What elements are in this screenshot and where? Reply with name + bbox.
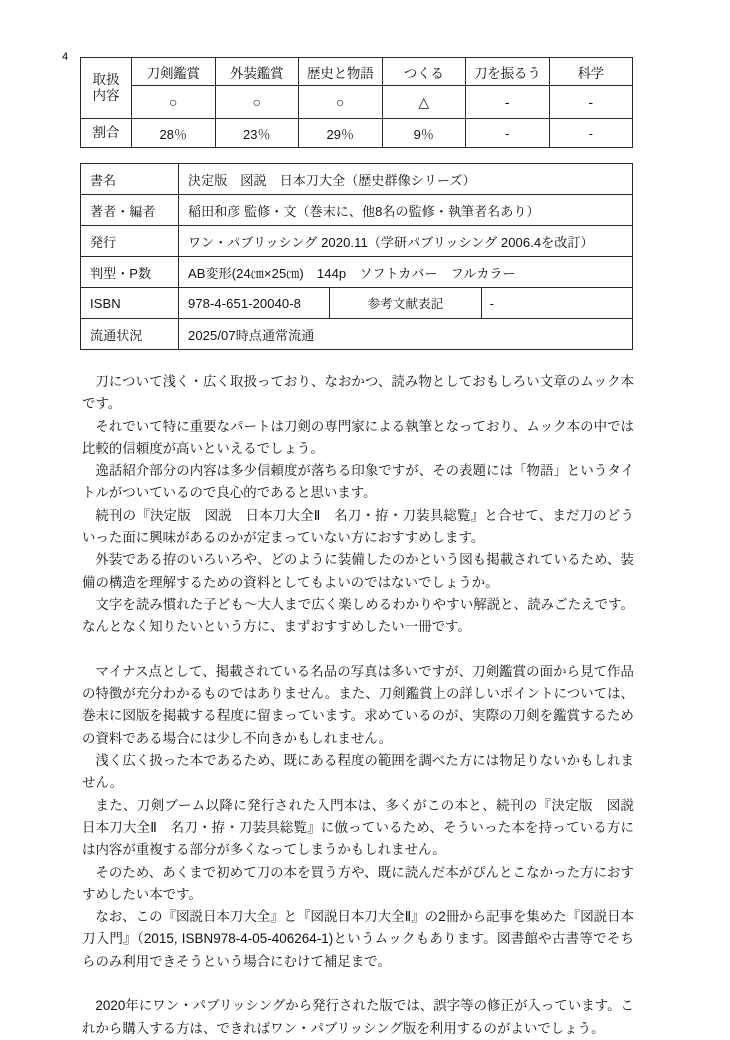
- coverage-mark-0: ○: [132, 86, 216, 119]
- review-final-paragraph-1: 2020年にワン・パブリッシングから発行された版では、誤字等の修正が入っています。これから購入する方は、できればワン・パブリッシング版を利用するのがよいでしょう。: [82, 998, 634, 1036]
- coverage-ratio-1: 23％: [215, 119, 299, 148]
- coverage-ratio-5: -: [549, 119, 633, 148]
- book-info-key-reference-notation: 参考文献表記: [330, 288, 481, 319]
- paragraph-block-gap-2: [82, 973, 634, 995]
- review-paragraph-6: 文字を読み慣れた子ども～大人まで広く楽しめるわかりやすい解説と、読みごたえです。なんとなく知りたいという方に、まずおすすめしたい一冊です。: [82, 596, 634, 635]
- table-row-coverage-header: [81, 58, 633, 86]
- coverage-row-label-line2: 内容: [92, 88, 120, 103]
- review-paragraph-5: 外装である拵のいろいろや、どのように装備したのかという図も掲載されているため、装備の構造を理解するための資料としてもよいのではないでしょうか。: [82, 552, 634, 590]
- table-row-format: [81, 257, 633, 288]
- coverage-ratio-row-label: 割合: [81, 119, 132, 148]
- review-negative-paragraph-2: 浅く広く扱った本であるため、既にある程度の範囲を調べた方には物足りないかもしれません。: [82, 753, 634, 791]
- coverage-mark-2: ○: [299, 86, 383, 119]
- table-row-title: [81, 164, 633, 195]
- coverage-table-container: [80, 57, 633, 148]
- book-info-key-distribution: 流通状況: [81, 319, 179, 350]
- coverage-mark-5: -: [549, 86, 633, 119]
- coverage-ratio-2: 29％: [299, 119, 383, 148]
- table-row-publisher: [81, 226, 633, 257]
- book-info-key-publisher: 発行: [81, 226, 179, 257]
- review-body: [82, 371, 648, 1040]
- review-negative-paragraph-4: そのため、あくまで初めて刀の本を買う方や、既に読んだ本がぴんとこなかった方におすすめしたい本です。: [82, 864, 634, 902]
- coverage-mark-3: △: [382, 86, 466, 119]
- book-info-key-isbn: ISBN: [81, 288, 179, 319]
- book-info-value-reference-notation: -: [481, 288, 632, 319]
- table-row-author: [81, 195, 633, 226]
- book-info-value-title: 決定版 図説 日本刀大全（歴史群像シリーズ）: [179, 164, 633, 195]
- book-info-value-author: 稲田和彦 監修・文（巻末に、他8名の監修・執筆者名あり）: [179, 195, 633, 226]
- book-info-key-format: 判型・P数: [81, 257, 179, 288]
- coverage-row-label-content: [81, 58, 132, 119]
- review-negative-paragraph-5: なお、この『図説日本刀大全』と『図説日本刀大全Ⅱ』の2冊から記事を集めた『図説日本刀入門』（2015, ISBN978-4-05-406264-1)というムックもあります。図書館や古書等でそちらのみ利用できそうという場合にむけて補足まで。: [82, 909, 634, 969]
- book-info-table: [80, 163, 633, 350]
- table-row-isbn: [81, 288, 633, 319]
- coverage-column-header-5: 科学: [549, 58, 633, 86]
- coverage-ratio-3: 9％: [382, 119, 466, 148]
- table-row-coverage-ratios: [81, 119, 633, 148]
- review-negative-paragraph-1: マイナス点として、掲載されている名品の写真は多いですが、刀剣鑑賞の面から見て作品の特徴が充分わかるものではありません。また、刀剣鑑賞上の詳しいポイントについては、巻末に図版を掲載する程度に留まっています。求めているのが、実際の刀剣を鑑賞するための資料である場合には少し不向きかもしれません。: [82, 663, 634, 746]
- review-paragraph-4: 続刊の『決定版 図説 日本刀大全Ⅱ 名刀・拵・刀装具総覧』と合せて、まだ刀のどういった面に興味があるのかが定まっていない方におすすめします。: [82, 507, 634, 546]
- paragraph-block-gap-1: [82, 639, 634, 661]
- coverage-column-header-0: 刀剣鑑賞: [132, 58, 216, 86]
- coverage-ratio-4: -: [466, 119, 550, 148]
- coverage-mark-4: -: [466, 86, 550, 119]
- book-info-value-isbn: 978-4-651-20040-8: [179, 288, 330, 319]
- book-info-key-title: 書名: [81, 164, 179, 195]
- coverage-row-label-line1: 取扱: [92, 72, 120, 88]
- coverage-mark-1: ○: [215, 86, 299, 119]
- table-row-distribution: [81, 319, 633, 350]
- book-info-value-format: AB変形(24㎝×25㎝) 144p ソフトカバー フルカラー: [179, 257, 633, 288]
- coverage-column-header-4: 刀を振るう: [466, 58, 550, 86]
- review-paragraph-1: 刀について浅く・広く取扱っており、なおかつ、読み物としておもしろい文章のムック本です。: [82, 374, 634, 412]
- book-info-value-publisher: ワン・パブリッシング 2020.11（学研パブリッシング 2006.4を改訂）: [179, 226, 633, 257]
- review-paragraph-2: それでいて特に重要なパートは刀剣の専門家による執筆となっており、ムック本の中では比較的信頼度が高いといえるでしょう。: [82, 418, 634, 456]
- coverage-ratio-0: 28％: [132, 119, 216, 148]
- review-negative-paragraph-3: また、刀剣ブーム以降に発行された入門本は、多くがこの本と、続刊の『決定版 図説 日本刀大全Ⅱ 名刀・拵・刀装具総覧』に倣っているため、そういった本を持っている方には内容が重複する部分が多くなってしまうかもしれません。: [82, 797, 648, 858]
- book-info-table-container: [80, 163, 633, 350]
- coverage-table: [80, 57, 633, 148]
- coverage-column-header-3: つくる: [382, 58, 466, 86]
- coverage-column-header-1: 外装鑑賞: [215, 58, 299, 86]
- table-row-coverage-marks: [81, 86, 633, 119]
- coverage-column-header-2: 歴史と物語: [299, 58, 383, 86]
- page-number: 4: [62, 51, 69, 63]
- book-info-key-author: 著者・編者: [81, 195, 179, 226]
- review-paragraph-3: 逸話紹介部分の内容は多少信頼度が落ちる印象ですが、その表題には「物語」というタイトルがついているので良心的であると思います。: [82, 463, 634, 501]
- book-info-value-distribution: 2025/07時点通常流通: [179, 319, 633, 350]
